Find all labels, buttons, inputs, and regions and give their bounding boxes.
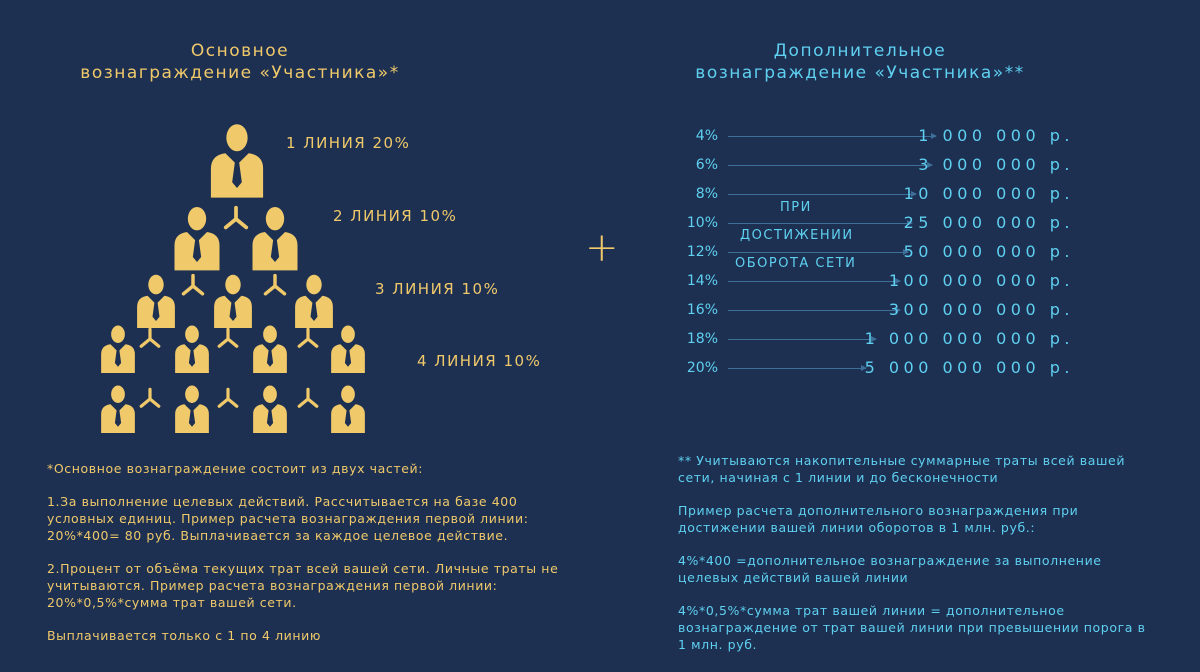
arrow-icon [728,194,916,195]
tier-amount: 10 000 000 р. [903,184,1074,203]
left-title [40,40,440,84]
right-note-p1: ** Учитываются накопительные суммарные траты всей вашей сети, начиная с 1 линии и до бесконечности [678,453,1126,485]
link-icon [226,208,247,228]
arrow-icon [728,136,936,137]
condition-line1: ПРИ [780,200,812,215]
link-icon [299,389,317,406]
left-title-line2: вознаграждение «Участника»* [80,63,400,83]
tier-percent: 14% [686,273,718,289]
right-title-line1: Дополнительное [773,41,947,61]
arrow-icon [728,368,866,369]
arrow-icon [728,281,900,282]
tier-amount: 100 000 000 р. [888,271,1074,290]
tier-row [680,271,1100,300]
link-icon [141,329,159,346]
tier-percent: 18% [686,331,718,347]
arrow-icon [728,339,876,340]
condition-line2: ДОСТИЖЕНИИ [740,228,854,243]
tier-amount: 5 000 000 000 р. [864,358,1074,377]
tier-amount: 25 000 000 р. [903,213,1074,232]
line-2-label: 2 ЛИНИЯ 10% [333,207,458,225]
left-note-p2: 2.Процент от объёма текущих трат всей вашей сети. Личные траты не учитываются. Пример расчета вознаграждения первой линии: 20%*0,5%*сумма трат вашей сети. [47,561,559,610]
person-icon [175,326,209,374]
tier-percent: 10% [686,215,718,231]
arrow-icon [728,165,932,166]
left-notes [47,460,587,660]
link-icon [141,389,159,406]
link-icon [299,329,317,346]
line-1-label: 1 ЛИНИЯ 20% [286,134,411,152]
person-icon [101,386,135,434]
tier-amount: 1 000 000 000 р. [864,329,1074,348]
tier-row [680,329,1100,358]
tier-percent: 6% [695,157,718,173]
person-icon [137,275,175,328]
tier-row [680,155,1100,184]
tier-percent: 20% [686,360,718,376]
left-title-line1: Основное [190,41,290,61]
left-note-p3: Выплачивается только с 1 по 4 линию [47,628,322,643]
person-icon [295,275,333,328]
arrow-icon [728,223,912,224]
line-3-label: 3 ЛИНИЯ 10% [375,280,500,298]
link-icon [183,276,202,294]
link-icon [219,329,237,346]
person-icon [331,386,365,434]
person-icon [175,386,209,434]
person-icon [331,326,365,374]
right-note-p4: 4%*0,5%*сумма трат вашей линии = дополнительное вознаграждение от трат вашей линии при превышении порога в 1 млн. руб. [678,603,1146,652]
plus-sign: + [585,225,619,271]
tier-row [680,184,1100,213]
right-note-p2: Пример расчета дополнительного вознаграждения при достижении вашей линии оборотов в 1 млн. руб.: [678,503,1079,535]
right-title [660,40,1060,84]
person-icon [101,326,135,374]
tier-percent: 8% [695,186,718,202]
tier-percent: 16% [686,302,718,318]
person-icon [214,275,252,328]
condition-line3: ОБОРОТА СЕТИ [735,256,857,271]
tier-row [680,126,1100,155]
link-icon [219,389,237,406]
tier-row [680,358,1100,387]
person-icon [253,207,298,270]
tier-amount: 3 000 000 р. [918,155,1074,174]
tier-percent: 12% [686,244,718,260]
left-note-intro: *Основное вознаграждение состоит из двух частей: [47,461,424,476]
right-note-p3: 4%*400 =дополнительное вознаграждение за выполнение целевых действий вашей линии [678,553,1102,585]
tier-percent: 4% [695,128,718,144]
tier-amount: 300 000 000 р. [888,300,1074,319]
person-icon [175,207,220,270]
arrow-icon [728,310,900,311]
link-icon [265,276,284,294]
line-4-label: 4 ЛИНИЯ 10% [417,352,542,370]
arrow-icon [728,252,908,253]
tier-row [680,300,1100,329]
tier-amount: 50 000 000 р. [903,242,1074,261]
left-note-p1: 1.За выполнение целевых действий. Рассчитывается на базе 400 условных единиц. Пример расчета вознаграждения первой линии: 20%*400= 80 руб. Выплачивается за каждое целевое действие. [47,494,529,543]
person-icon [211,124,263,197]
person-icon [253,326,287,374]
right-notes [678,452,1153,669]
tier-amount: 1 000 000 р. [918,126,1074,145]
referral-pyramid [90,115,380,435]
right-title-line2: вознаграждение «Участника»** [695,63,1025,83]
person-icon [253,386,287,434]
